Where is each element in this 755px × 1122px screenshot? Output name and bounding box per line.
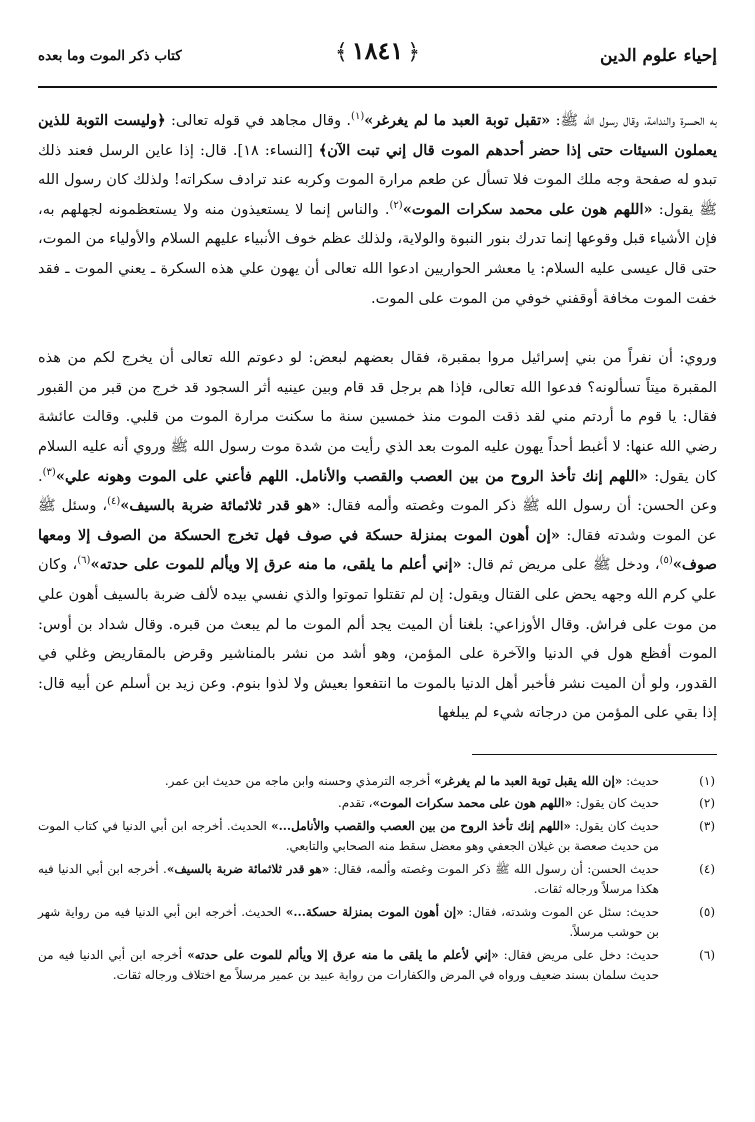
hadith-quote: «تقبل توبة العبد ما لم يغرغر» xyxy=(364,112,551,129)
footnote xyxy=(38,902,717,943)
page-number-ornament-right: ﴿ xyxy=(407,40,421,65)
book-title: إحياء علوم الدين xyxy=(600,46,717,66)
text-run: . والناس إنما لا يستعيذون منه ولا يستعظمونه لجهلهم به، فإن الأشياء قبل وقوعها إنما تدرك بنور النبوة والولاية، ولذلك عظم خوف الأنبياء عليهم السلام والأولياء من الموت، حتى قال عيسى عليه السلام: يا معشر الحواريين ادعوا الله تعالى أن يهون علي هذه السكرة ـ يعني الموت ـ فقد خفت الموت مخافة أوقفني خوفي من الموت على الموت. xyxy=(38,200,717,307)
footnote-text: الحديث. أخرجه ابن أبي الدنيا فيه من رواية شهر بن حوشب مرسلاً. xyxy=(38,904,659,940)
footnote-text: حديث الحسن: أن رسول الله ﷺ ذكر الموت وغصته وألمه، فقال: xyxy=(329,861,659,876)
book-page xyxy=(38,28,717,1102)
footnote-text: . أخرجه ابن أبي الدنيا فيه هكذا مرسلاً ورجاله ثقات. xyxy=(38,861,659,897)
footnote-text: ، تقدم. xyxy=(337,796,373,811)
footnote-number: (٣) xyxy=(699,818,715,833)
footnote-number: (١) xyxy=(699,773,715,788)
hadith-quote: «هو قدر ثلاثمائة ضربة بالسيف» xyxy=(120,497,321,515)
hadith-quote: «إن أهون الموت بمنزلة حسكة في صوف فهل تخرج الحسكة من الصوف إلا ومعها صوف» xyxy=(38,526,717,574)
footnote-number: (٢) xyxy=(699,796,715,811)
footnote xyxy=(38,816,717,857)
footnote-text: حديث كان يقول: xyxy=(572,796,659,811)
text-run: [النساء: ١٨]. قال: إذا عاين الرسل فعند ذلك تبدو له صفحة وجه ملك الموت فلا تسأل عن طعم مرارة الموت وكربه عند ترادف سكراته! ولذلك كان رسول الله ﷺ يقول: xyxy=(38,141,717,218)
footnote-text: أخرجه ابن أبي الدنيا فيه من حديث سلمان بسند ضعيف ورواه في المرض والكفارات من رواية عبيد بن عمير مرسلاً مع اختلاف ورجاله ثقات. xyxy=(38,947,659,983)
main-text xyxy=(38,106,717,728)
footnote-ref: (١) xyxy=(351,111,365,123)
footnote xyxy=(38,771,717,792)
page-header xyxy=(38,28,717,88)
footnote-text: حديث: xyxy=(622,773,659,788)
footnote-separator xyxy=(472,754,717,755)
footnote-ref: (٣) xyxy=(42,466,56,478)
footnote-number: (٥) xyxy=(699,904,715,919)
footnote-number: (٤) xyxy=(699,861,715,876)
chapter-title: كتاب ذكر الموت وما بعده xyxy=(38,48,182,64)
text-run: . وقال مجاهد في قوله تعالى: xyxy=(165,112,352,129)
page-number: ١٨٤١ xyxy=(351,36,404,65)
footnote-text: حديث: دخل على مريض فقال: xyxy=(498,947,659,962)
footnote-quote: «إني لأعلم ما يلقى ما منه عرق إلا ويألم للموت على حدته» xyxy=(187,947,499,962)
quran-quote: ﴿وليست التوبة للذين يعملون السيئات حتى إذا حضر أحدهم الموت قال إني تبت الآن﴾ xyxy=(38,112,718,159)
footnotes xyxy=(38,771,717,986)
footnote-number: (٦) xyxy=(699,947,715,962)
footnote-ref: (٢) xyxy=(389,199,403,211)
text-run: وروي: أن نفراً من بني إسرائيل مروا بمقبرة، فقال بعضهم لبعض: لو دعوتم الله تعالى أن يخرج لكم من هذه المقبرة ميتاً تسألونه؟ فدعوا الله تعالى، فإذا هم برجل قد قام وبين عينيه أثر السجود قد خرج من قبر من القبور فقال: يا قوم ما أردتم مني لقد ذقت الموت منذ خمسين سنة ما سكنت مرارة الموت من قلبي. وقالت عائشة رضي الله عنها: لا أغبط أحداً يهون عليه الموت بعد الذي رأيت من شدة موت رسول الله ﷺ وروي أنه عليه السلام كان يقول: xyxy=(38,349,717,485)
footnote-quote: «إن الله يقبل توبة العبد ما لم يغرغر» xyxy=(434,773,623,788)
footnote-text: أخرجه الترمذي وحسنه وابن ماجه من حديث ابن عمر. xyxy=(164,773,434,788)
footnote-ref: (٥) xyxy=(659,555,673,567)
text-run: به الحسرة والندامة، وقال رسول الله ﷺ: xyxy=(550,112,718,129)
text-run: ، وكان علي كرم الله وجهه يحض على القتال ويقول: إن لم تقتلوا تموتوا والذي نفسي بيده لألف ضربة بالسيف أهون علي من موت على فراش. وقال الأوزاعي: بلغنا أن الميت يجد ألم الموت ما لم يبعث من قبره. وقال شداد بن أوس: الموت أفظع هول في الدنيا والآخرة على المؤمن، وهو أشد من نشر بالمناشير وقرض بالمقاريض وغلي في القدور، ولو أن الميت نشر فأخبر أهل الدنيا بالموت ما انتفعوا بعيش ولا لذوا بنوم. وعن زيد بن أسلم عن أبيه قال: إذا بقي على المؤمن من درجاته شيء لم يبلغها xyxy=(38,556,717,722)
footnote-quote: «هو قدر ثلاثمائة ضربة بالسيف» xyxy=(166,861,330,876)
paragraph xyxy=(38,343,717,728)
footnote xyxy=(38,945,717,986)
footnote-text: الحديث. أخرجه ابن أبي الدنيا في كتاب الموت من حديث صعصة بن غيلان الجعفي وهو معضل سقط منه الصحابي والتابعي. xyxy=(38,818,659,854)
page-number-ornament-left: ﴾ xyxy=(334,40,348,65)
footnote-quote: «اللهم هون على محمد سكرات الموت» xyxy=(372,796,573,811)
hadith-quote: «اللهم إنك تأخذ الروح من بين العصب والقصب والأنامل. اللهم فأعني على الموت وهونه علي» xyxy=(55,467,649,485)
hadith-quote: «اللهم هون على محمد سكرات الموت» xyxy=(402,200,653,218)
footnote-ref: (٤) xyxy=(107,496,121,508)
hadith-quote: «إني أعلم ما يلقى، ما منه عرق إلا ويألم للموت على حدته» xyxy=(90,556,462,574)
text-run: ، وسئل ﷺ عن الموت وشدته فقال: xyxy=(38,497,717,544)
footnote xyxy=(38,793,717,814)
footnote xyxy=(38,859,717,900)
paragraph xyxy=(38,106,717,313)
footnote-ref: (٦) xyxy=(77,555,91,567)
text-run: . وعن الحسن: أن رسول الله ﷺ ذكر الموت وغصته وألمه فقال: xyxy=(38,467,717,515)
footnote-text: حديث كان يقول: xyxy=(570,818,659,833)
footnote-quote: «إن أهون الموت بمنزلة حسكة...» xyxy=(285,904,464,919)
text-run: ، ودخل ﷺ على مريض ثم قال: xyxy=(461,556,660,574)
footnote-text: حديث: سئل عن الموت وشدته، فقال: xyxy=(463,904,659,919)
footnote-quote: «اللهم إنك تأخذ الروح من بين العصب والقصب والأنامل...» xyxy=(271,818,571,833)
